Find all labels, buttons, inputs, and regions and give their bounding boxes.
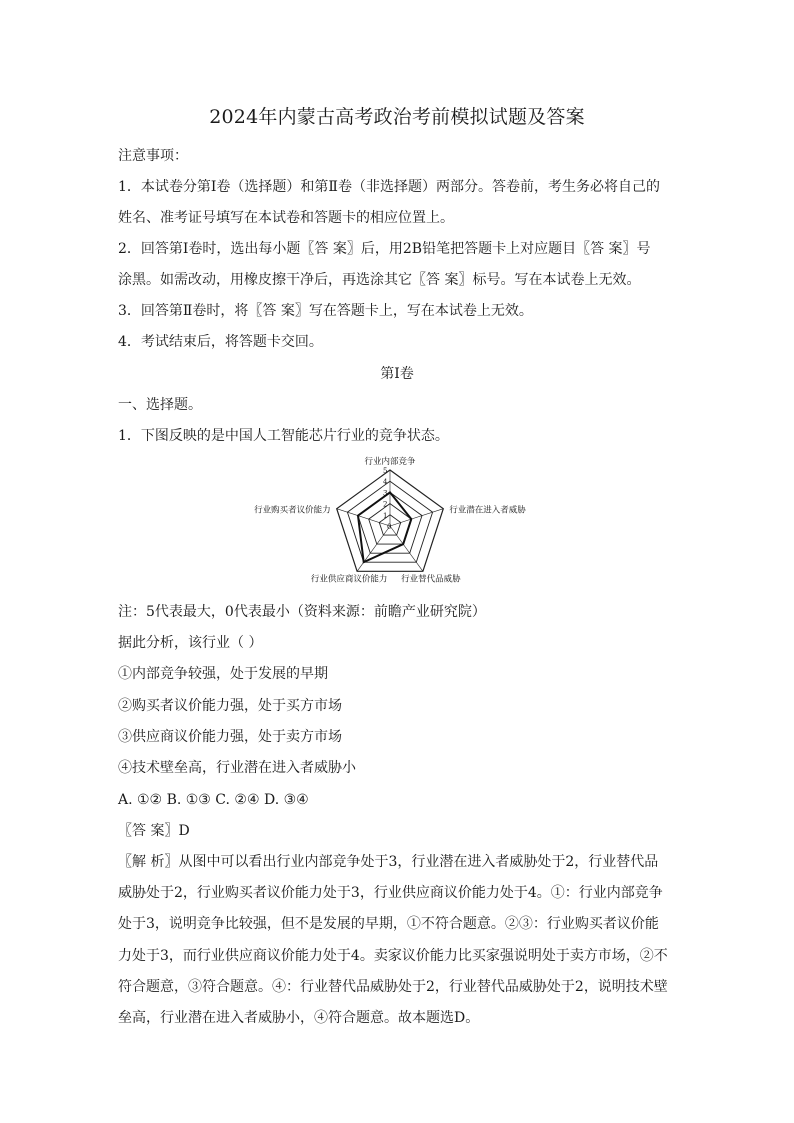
radar-tick-label: 1 (383, 511, 388, 520)
answer-label: 〖答 案〗D (118, 823, 190, 839)
analysis-line: 威胁处于2，行业购买者议价能力处于3，行业供应商议价能力处于4。①：行业内部竞争 (118, 885, 663, 901)
question-stem: 1．下图反映的是中国人工智能芯片行业的竞争状态。 (118, 428, 449, 444)
radar-axis-label: 行业购买者议价能力 (254, 505, 331, 516)
notice-item: 姓名、准考证号填写在本试卷和答题卡的相应位置上。 (118, 210, 454, 226)
notice-item: 1．本试卷分第Ⅰ卷（选择题）和第Ⅱ卷（非选择题）两部分。答卷前，考生务必将自己的 (118, 179, 660, 195)
option-item: ③供应商议价能力强，处于卖方市场 (118, 729, 342, 745)
analysis-line: 垒高，行业潜在进入者威胁小，④符合题意。故本题选D。 (118, 1010, 480, 1026)
analysis-line: 力处于3，而行业供应商议价能力处于4。卖家议价能力比买家强说明处于卖方市场，②不 (118, 948, 668, 964)
radar-axis-label: 行业内部竞争 (364, 457, 416, 467)
analysis-line: 符合题意，③符合题意。④：行业替代品威胁处于2，行业替代品威胁处于2，说明技术壁 (118, 979, 668, 995)
radar-axis-label: 行业替代品威胁 (401, 574, 461, 585)
radar-tick-label: 3 (383, 489, 388, 498)
chart-note: 注：5代表最大，0代表最小（资料来源：前瞻产业研究院） (118, 604, 486, 620)
notice-heading: 注意事项： (118, 148, 188, 164)
notice-item: 3．回答第Ⅱ卷时，将〖答 案〗写在答题卡上，写在本试卷上无效。 (118, 303, 533, 319)
analysis-line: 处于3，说明竞争比较强，但不是发展的早期，①不符合题意。②③：行业购买者议价能 (118, 916, 659, 932)
option-item: ①内部竞争较强，处于发展的早期 (118, 666, 328, 682)
notice-item: 2．回答第Ⅰ卷时，选出每小题〖答 案〗后，用2B铅笔把答题卡上对应题目〖答 案〗号 (118, 241, 651, 257)
option-item: ②购买者议价能力强，处于买方市场 (118, 698, 342, 714)
option-item: ④技术壁垒高，行业潜在进入者威胁小 (118, 760, 356, 776)
radar-tick-label: 2 (383, 500, 388, 509)
radar-tick-label: 0 (387, 523, 392, 531)
page-title: 2024年内蒙古高考政治考前模拟试题及答案 (209, 106, 585, 128)
section-title: 第Ⅰ卷 (380, 366, 414, 382)
analysis-line: 〖解 析〗从图中可以看出行业内部竞争处于3，行业潜在进入者威胁处于2，行业替代品 (118, 854, 659, 870)
radar-tick-label: 4 (383, 478, 388, 487)
notice-item: 涂黑。如需改动，用橡皮擦干净后，再选涂其它〖答 案〗标号。写在本试卷上无效。 (118, 272, 641, 288)
radar-tick-label: 5 (383, 467, 388, 475)
question-prompt: 据此分析，该行业（ ） (118, 635, 263, 651)
radar-axis-label: 行业供应商议价能力 (310, 574, 388, 585)
answer-choices: A. ①② B. ①③ C. ②④ D. ③④ (118, 792, 309, 808)
notice-item: 4．考试结束后，将答题卡交回。 (118, 334, 323, 350)
part-title: 一、选择题。 (118, 397, 202, 413)
radar-chart (240, 448, 560, 596)
radar-axis-label: 行业潜在进入者威胁 (449, 505, 526, 516)
